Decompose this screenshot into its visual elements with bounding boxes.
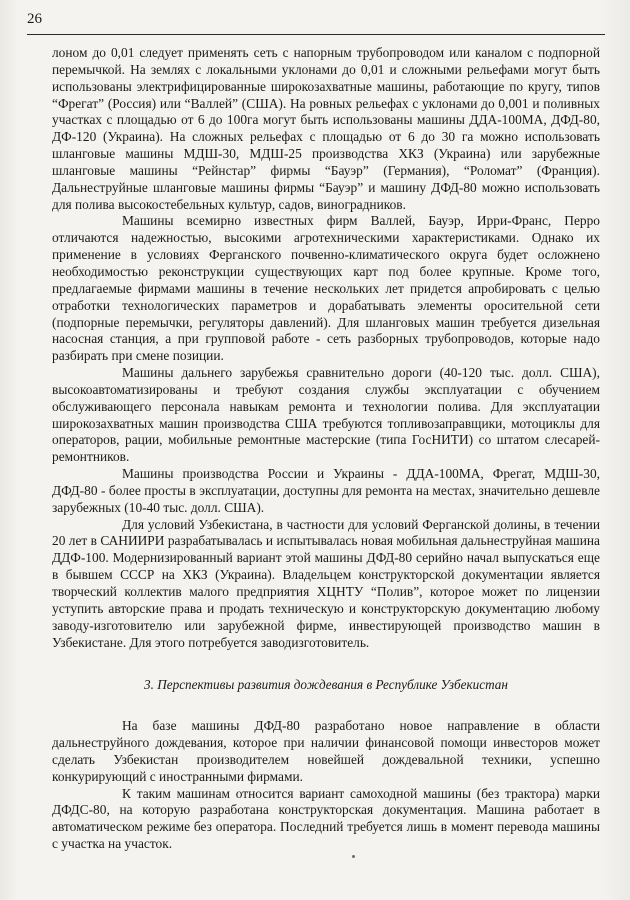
paragraph-4: Машины производства России и Украины - ДДА-100МА, Фрегат, МДШ-30, ДФД-80 - более просты в эксплуатации, доступны для ремонта на местах, значительно дешевле зарубежных (10-40 тыс. долл. США). xyxy=(52,466,600,515)
paragraph-7: К таким машинам относится вариант самоходной машины (без трактора) марки ДФДС-80, на которую разработана конструкторская документация. Машина работает в автоматическом режиме без оператора. Последний требуется лишь в момент перевода машины с участка на участок. xyxy=(52,785,600,852)
paragraph-3: Машины дальнего зарубежья сравнительно дороги (40-120 тыс. долл. США), высокоавтоматизированы и требуют создания службы эксплуатации с обучением обслуживающего персонала навыкам ремонта и технологии полива. Для эксплуатации широкозахватных машин производства США требуются топливозаправщики, мотоциклы для операторов, рации, мобильные ремонтные мастерские (типа ГосНИТИ) со штатом слесарей-ремонтников. xyxy=(52,365,600,465)
paragraph-1: лоном до 0,01 следует применять сеть с напорным трубопроводом или каналом с подпорной перемычкой. На землях с локальными уклонами до 0,01 и сложными рельефами могут быть использованы электрифицированные широкозахватные машины, работающие по кругу, типов “Фрегат” (Россия) или “Валлей” (США). На ровных рельефах с уклонами до 0,001 и поливных участках с площадью от 6 до 100га могут быть использованы машины ДДА-100МА, ДФД-80, ДФ-120 (Украина). На сложных рельефах с площадью от 6 до 30 га можно использовать шланговые машины МДШ-30, МДШ-25 производства ХКЗ (Украина) или зарубежные шланговые машины “Рейнстар” фирмы “Бауэр” (Германия), “Роломат” (Франция). Дальнеструйные шланговые машины фирмы “Бауэр” и машину ДФД-80 можно использовать для полива высокостебельных культур, садов, виноградников. xyxy=(52,45,600,212)
paragraph-5: Для условий Узбекистана, в частности для условий Ферганской долины, в течении 20 лет в САНИИРИ разрабатывалась и испытывалась новая мобильная дальнеструйная машина ДДФ-100. Модернизированный вариант этой машины ДФД-80 серийно начал выпускаться еще в бывшем СССР на ХКЗ (Украина). Владельцем конструкторской документации является творческий коллектив малого предприятия ХЦНТУ “Полив”, которое может по лицензии уступить авторские права и продать техническую и конструкторскую документацию любому заводу-изготовителю или зарубежной фирме, инвестирующей производство машин в Узбекистане. Для этого потребуется заводизготовитель. xyxy=(52,516,600,650)
paragraph-2: Машины всемирно известных фирм Валлей, Бауэр, Ирри-Франс, Перро отличаются надежностью, высокими агротехническими характеристиками. Однако их применение в условиях Ферганского почвенно-климатического округа будет осложнено необходимостью реконструкции существующих карт под более крупные. Кроме того, предлагаемые фирмами машины в течение нескольких лет придется апробировать с целью отработки технологических параметров и дорабатывать элементы оросительной сети (подпорные перемычки, регуляторы давлений). Для шланговых машин требуется дизельная насосная станция, а при групповой работе - сеть разборных трубопроводов, которые надо разбирать при смене позиции. xyxy=(52,213,600,364)
section-heading: 3. Перспективы развития дождевания в Республике Узбекистан xyxy=(144,677,508,693)
paragraph-6: На базе машины ДФД-80 разработано новое направление в области дальнеструйного дождевания, которое при наличии финансовой помощи инвесторов может сделать Узбекистан производителем новейшей дождевальной техники, успешно конкурирующий с иностранными фирмами. xyxy=(52,718,600,784)
page-number: 26 xyxy=(27,11,42,27)
scan-speck xyxy=(352,855,355,858)
header-rule xyxy=(27,34,605,35)
body-text xyxy=(52,45,600,853)
